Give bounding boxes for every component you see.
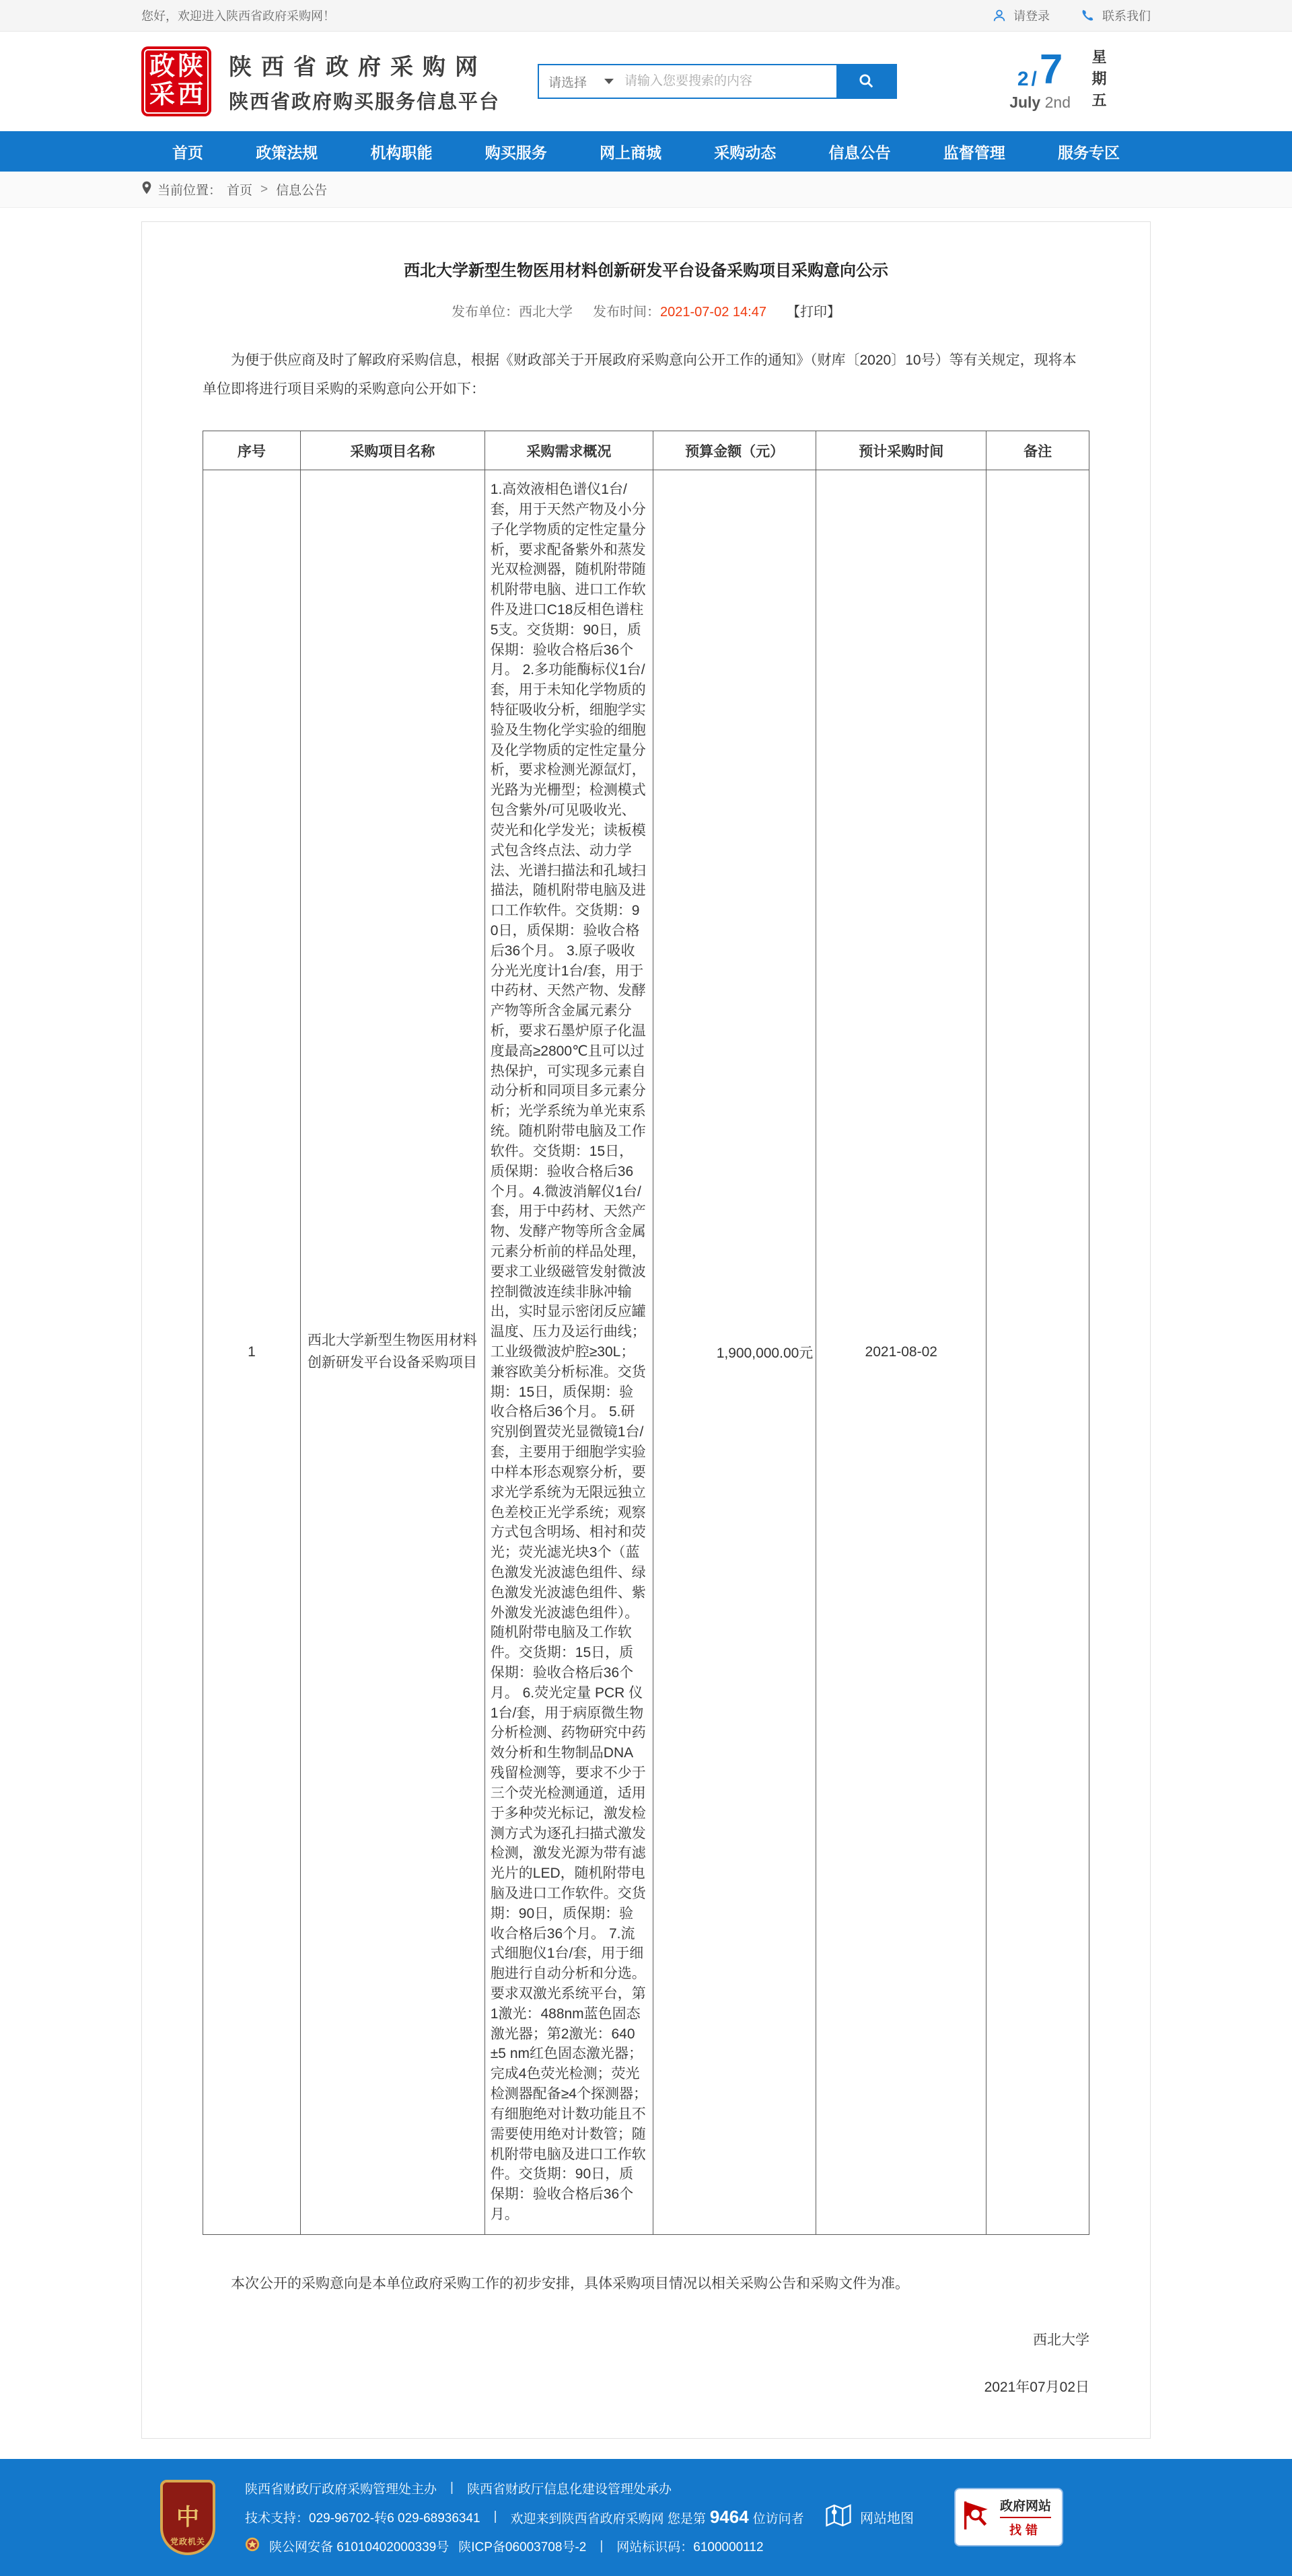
- greeting-text: 您好，欢迎进入陕西省政府采购网！: [141, 9, 335, 23]
- cell-seq: 1: [203, 470, 301, 2235]
- location-pin-icon: [141, 181, 152, 198]
- nav-item-policy[interactable]: 政策法规: [256, 143, 318, 161]
- visitor-count: 9464: [709, 2506, 749, 2527]
- user-icon: [992, 8, 1007, 23]
- footer-icp[interactable]: 陕ICP备06003708号-2: [458, 2540, 587, 2555]
- sitemap-link[interactable]: 网站地图: [825, 2503, 914, 2532]
- site-subtitle: 陕西省政府购买服务信息平台: [229, 91, 501, 113]
- date-day: 2: [1017, 68, 1029, 91]
- search-bar: [538, 64, 897, 99]
- date-weekday: 星期五: [1090, 49, 1107, 114]
- signature: 西北大学: [1033, 2332, 1089, 2348]
- main-nav: [0, 131, 1292, 172]
- phone-icon: [1081, 8, 1096, 23]
- nav-item-procurement-news[interactable]: 采购动态: [714, 143, 777, 161]
- error-report-badge[interactable]: 政府网站 找错: [954, 2488, 1063, 2546]
- map-icon: [825, 2503, 852, 2532]
- breadcrumb-current[interactable]: 信息公告: [276, 184, 328, 198]
- table-header-row: [203, 431, 1089, 470]
- nav-item-online-mall[interactable]: 网上商城: [600, 143, 661, 161]
- article-card: [141, 221, 1151, 2439]
- closing-paragraph: 本次公开的采购意向是本单位政府采购工作的初步安排，具体采购项目情况以相关采购公告和采购文件为准。: [231, 2275, 909, 2291]
- print-button[interactable]: 【打印】: [786, 305, 840, 320]
- date-month: 7: [1039, 46, 1063, 93]
- emblem-icon: 中: [176, 2504, 199, 2530]
- publisher-label: 发布单位：西北大学: [452, 305, 573, 320]
- intro-paragraph: 为便于供应商及时了解政府采购信息，根据《财政部关于开展政府采购意向公开工作的通知》（财库〔2020〕10号）等有关规定，现将本单位即将进行项目采购的采购意向公开如下：: [203, 353, 1077, 398]
- date-month-name: July: [1009, 94, 1041, 112]
- cell-requirements: 1.高效液相色谱仪1台/套，用于天然产物及小分子化学物质的定性定量分析，要求配备紫外和蒸发光双检测器，随机附带随机附带电脑、进口工作软件及进口C18反相色谱柱5支。交货期：90日，质保期：验收合格后36个月。 2.多功能酶标仪1台/套，用于未知化学物质的特征吸收分析，细胞学实验及生物化学实验的细胞及化学物质的定性定量分析，要求检测光源氙灯，光路为光栅型；检测模式包含紫外/可见吸收光、荧光和化学发光；读板模式包含终点法、动力学法、光谱扫描法和孔域扫描法，随机附带电脑及进口工作软件。交货期：90日，质保期：验收合格后36个月。 3.原子吸收分光光度计1台/套，用于中药材、天然产物、发酵产物等所含金属元素分析，要求石墨炉原子化温度最高≥2800℃且可以过热保护，可实现多元素自动分析和同项目多元素分析；光学系统为单光束系统。随机附带电脑及工作软件。交货期：15日，质保期：验收合格后36个月。4.微波消解仪1台/套，用于中药材、天然产物、发酵产物等所含金属元素分析前的样品处理，要求工业级磁管发射微波控制微波连续非脉冲输出，实时显示密闭反应罐温度、压力及运行曲线；工业级微波炉腔≥30L；兼容欧美分析标准。交货期：15日，质保期：验收合格后36个月。 5.研究别倒置荧光显微镜1台/套，主要用于细胞学实验中样本形态观察分析，要求光学系统为无限远独立色差校正光学系统；观察方式包含明场、相衬和荧光；荧光滤光块3个（蓝色激发光波滤色组件、绿色激发光波滤色组件、紫外激发光波滤色组件）。随机附带电脑及工作软件。交货期：15日，质保期：验收合格后36个月。 6.荧光定量 PCR 仪1台/套，用于病原微生物分析检测、药物研究中药效分析和生物制品DNA残留检测等，要求不少于三个荧光检测通道，适用于多种荧光标记，激发检测方式为逐孔扫描式激发检测，激发光源为带有滤光片的LED，随机附带电脑及进口工作软件。交货期：90日，质保期：验收合格后36个月。 7.流式细胞仪1台/套，用于细胞进行自动分析和分选。要求双激光系统平台，第1激光：488nm蓝色固态激光器；第2激光：640±5 nm红色固态激光器；完成4色荧光检测；荧光检测器配备≥4个探测器；有细胞绝对计数功能且不需要使用绝对计数管；随机附带电脑及进口工作软件。交货期：90日，质保期：验收合格后36个月。: [485, 470, 653, 2235]
- publish-time-label: 发布时间：: [593, 305, 661, 320]
- col-budget: 预算金额（元）: [653, 431, 816, 470]
- nav-item-functions[interactable]: 机构职能: [370, 143, 433, 161]
- col-requirements: 采购需求概况: [485, 431, 653, 470]
- site-footer: 中 党政机关 陕西省财政厅政府采购管理处主办 | 陕西省财政厅信息化建设管理处承办 技术支持：029-96702-转6 029-68936341 | 欢迎来到陕西省政府采购网 您是第 9464 位访问者 陕公网安备 61010402000339号 陕ICP备06003708号-2 | 网站标识码：6100000112 网站地图 政府网站 找错: [0, 2459, 1292, 2576]
- nav-item-home[interactable]: 首页: [172, 143, 203, 161]
- publish-time: 2021-07-02 14:47: [660, 305, 766, 320]
- footer-beian[interactable]: 陕公网安备 61010402000339号: [269, 2540, 450, 2555]
- police-badge-icon: [245, 2537, 260, 2556]
- nav-item-purchase-services[interactable]: 购买服务: [485, 143, 547, 161]
- contact-link[interactable]: 联系我们: [1081, 7, 1151, 24]
- cell-time: 2021-08-02: [816, 470, 986, 2235]
- article-meta: [203, 301, 1089, 320]
- topbar: [0, 0, 1292, 32]
- footer-site-code: 网站标识码：6100000112: [616, 2540, 764, 2555]
- cell-remark: [986, 470, 1089, 2235]
- site-header: [0, 32, 1292, 131]
- login-link[interactable]: 请登录: [992, 7, 1050, 24]
- footer-welcome: 欢迎来到陕西省政府采购网 您是第 9464 位访问者: [510, 2506, 804, 2527]
- date-day-ordinal: 2nd: [1044, 94, 1071, 112]
- signature-date: 2021年07月02日: [984, 2379, 1089, 2395]
- col-project-name: 采购项目名称: [300, 431, 485, 470]
- search-category-select[interactable]: 请选择: [539, 65, 624, 98]
- breadcrumb-bar: [0, 172, 1292, 208]
- table-row: [203, 470, 1089, 2235]
- search-button[interactable]: [836, 65, 896, 98]
- cell-project-name: 西北大学新型生物医用材料创新研发平台设备采购项目: [300, 470, 485, 2235]
- col-time: 预计采购时间: [816, 431, 986, 470]
- cell-budget: 1,900,000.00元: [653, 470, 816, 2235]
- breadcrumb: 当前位置： 首页 > 信息公告: [141, 172, 1151, 207]
- breadcrumb-home[interactable]: 首页: [227, 184, 253, 198]
- col-remark: 备注: [986, 431, 1089, 470]
- chevron-down-icon: [604, 79, 614, 84]
- nav-item-supervision[interactable]: 监督管理: [943, 143, 1005, 161]
- col-seq: 序号: [203, 431, 301, 470]
- footer-undertaker: 陕西省财政厅信息化建设管理处承办: [466, 2482, 672, 2497]
- gov-shield-logo: 中 党政机关: [160, 2480, 215, 2555]
- breadcrumb-label: 当前位置：: [157, 184, 222, 198]
- site-title: 陕西省政府采购网: [229, 54, 487, 80]
- date-widget: 2 / 7 July 2nd 星期五: [1009, 49, 1151, 114]
- site-logo: 政 陕 采 西: [141, 46, 211, 116]
- footer-tech-support: 技术支持：029-96702-转6 029-68936341: [245, 2511, 480, 2526]
- nav-item-service-zone[interactable]: 服务专区: [1058, 143, 1120, 161]
- search-input[interactable]: [624, 65, 836, 98]
- footer-organizer: 陕西省财政厅政府采购管理处主办: [245, 2482, 437, 2497]
- search-icon: [857, 72, 875, 91]
- nav-item-announcements[interactable]: 信息公告: [828, 143, 891, 161]
- article-title: 西北大学新型生物医用材料创新研发平台设备采购项目采购意向公示: [404, 262, 888, 280]
- flag-magnifier-icon: [962, 2500, 993, 2534]
- procurement-table: [203, 431, 1089, 2235]
